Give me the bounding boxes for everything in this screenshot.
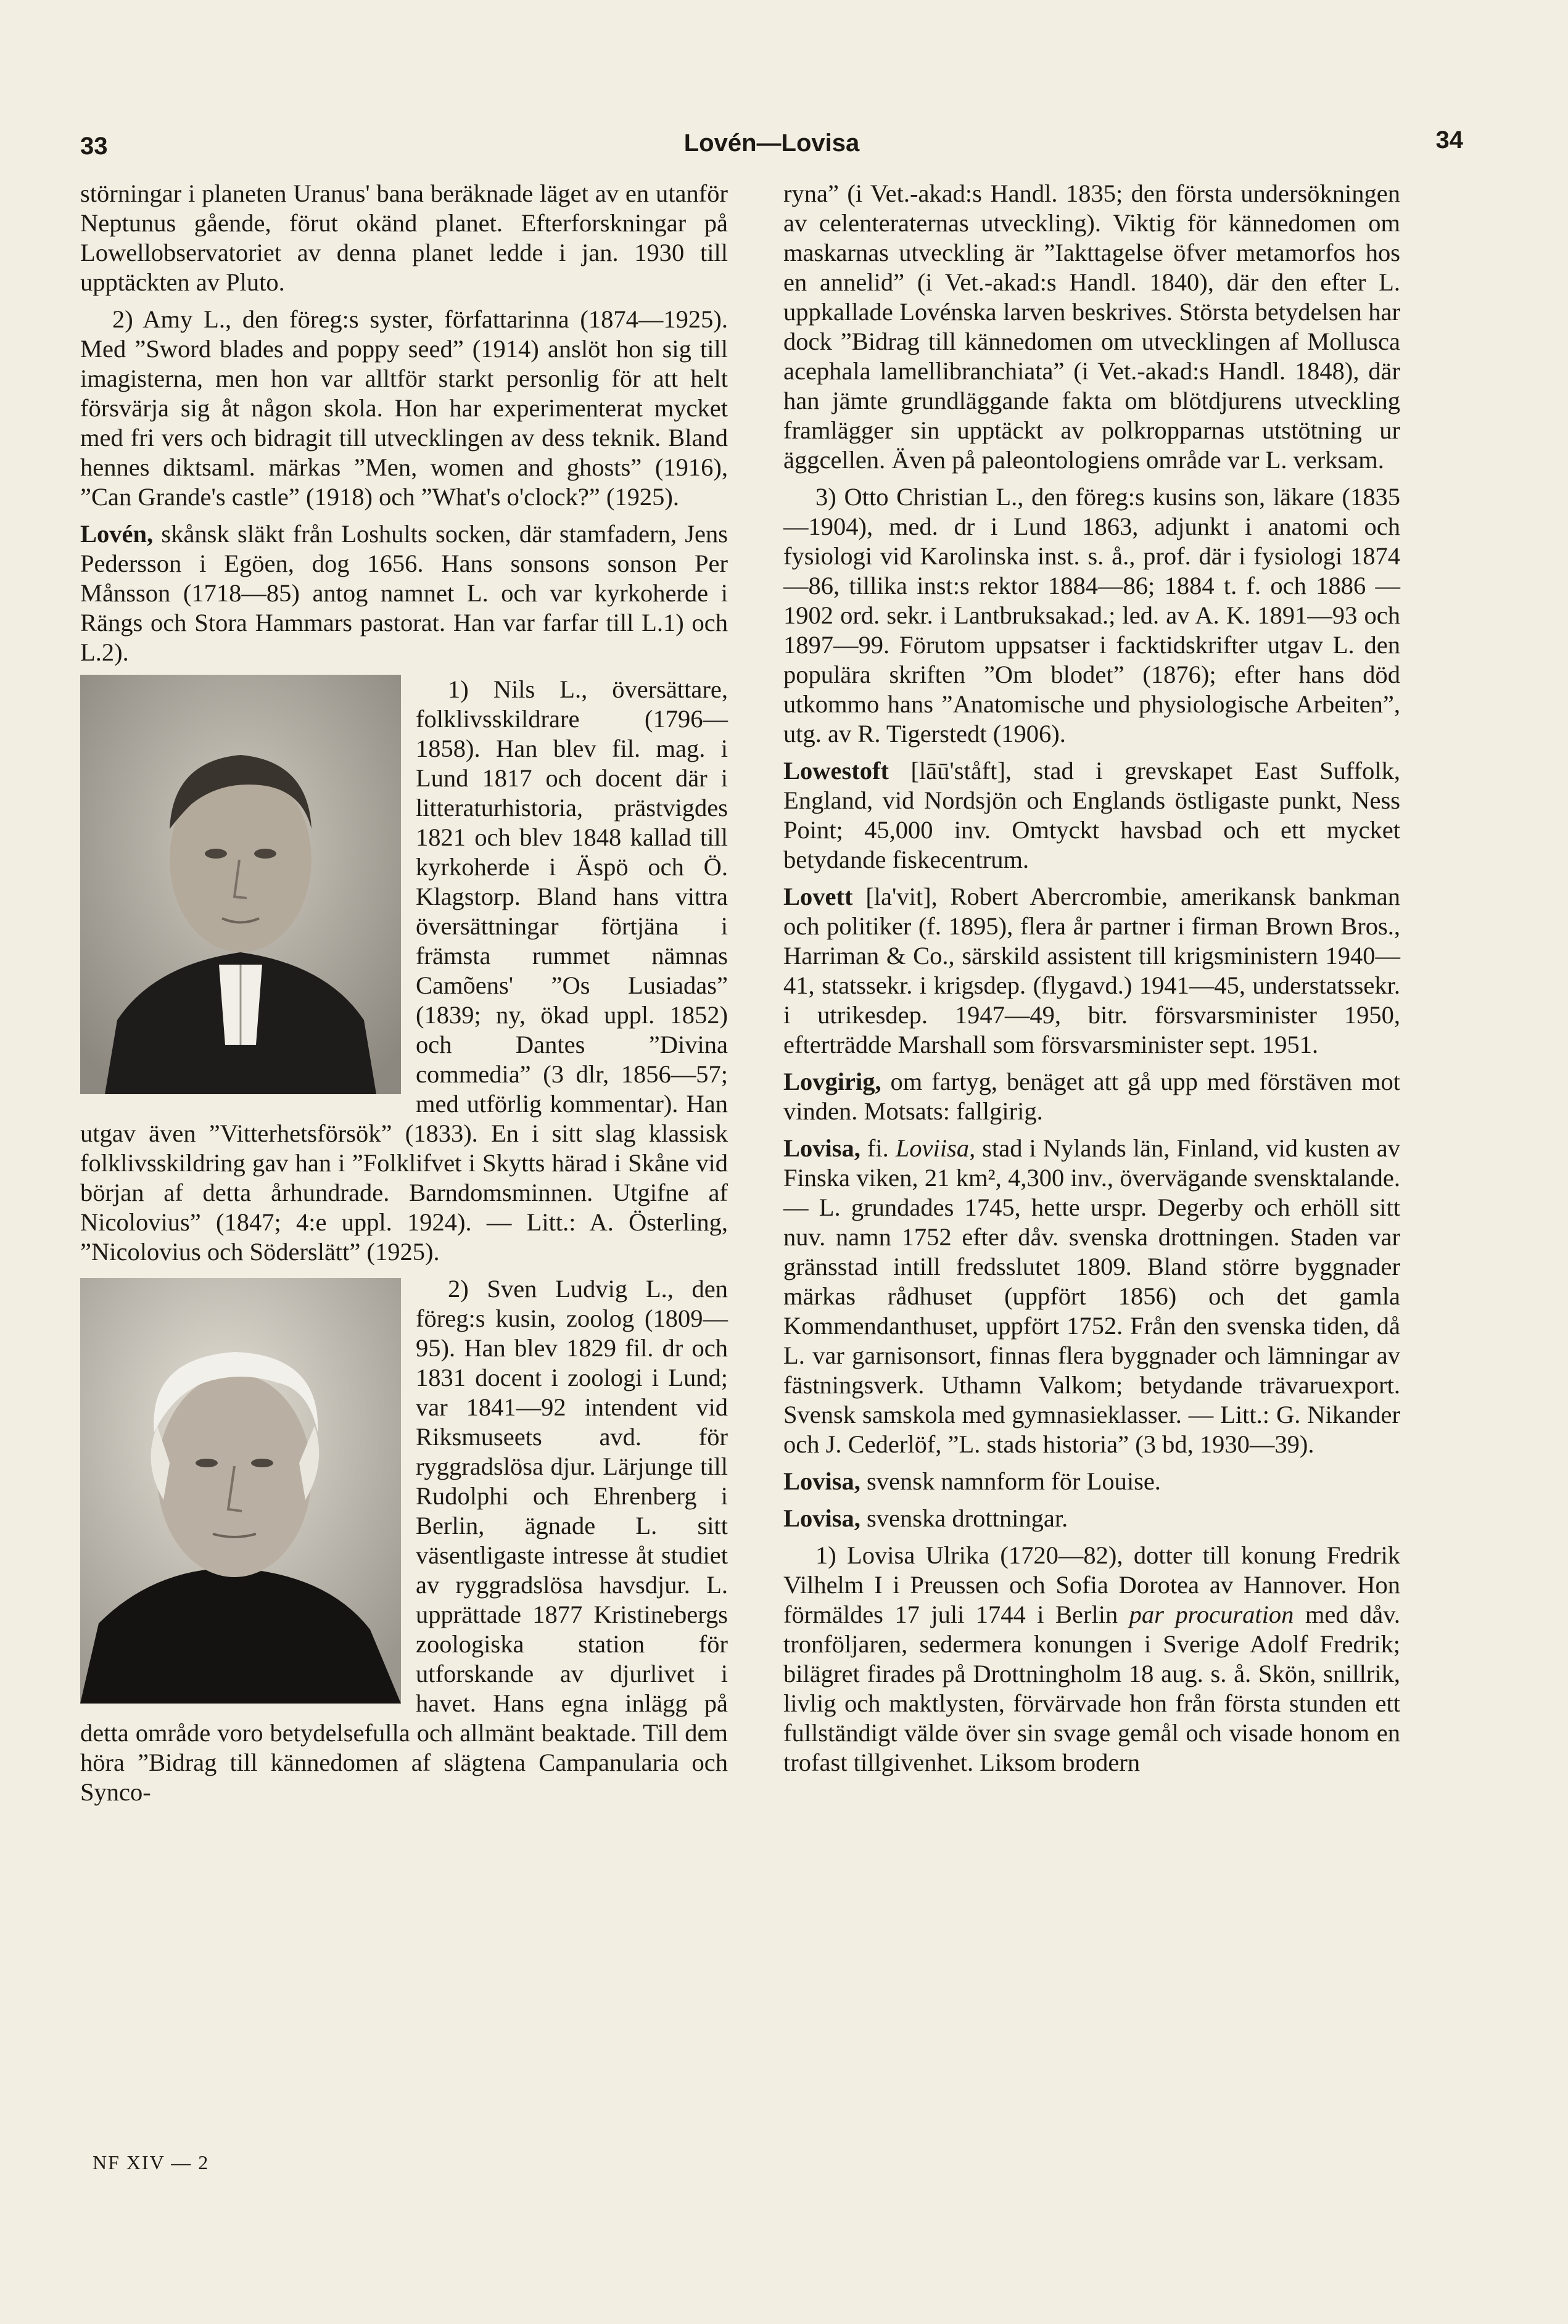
portrait-nils-loven bbox=[80, 675, 401, 1094]
page-number-right: 34 bbox=[1435, 126, 1463, 154]
headword-lovett: Lovett bbox=[783, 883, 853, 910]
entry-lovgirig: Lovgirig, om fartyg, benäget att gå upp med förstäven mot vinden. Motsats: fallgirig. bbox=[783, 1068, 1400, 1125]
headword-lovisa-queens: Lovisa, bbox=[783, 1504, 860, 1532]
entry-lovett: Lovett [la'vit], Robert Abercrombie, amerikansk bankman och politiker (f. 1895), flera år partner i firman Brown Bros., Harriman & Co., särskild assistent till krigsministern 1940—41, statssekr. i krigsdep. (flygavd.) 1941—45, understatssekr. i utrikesdep. 1947—49, bitr. försvarsminister 1950, efterträdde Marshall som försvarsminister sept. 1951. bbox=[783, 883, 1400, 1058]
headword-lowestoft: Lowestoft bbox=[783, 757, 889, 785]
portrait-sven-loven-image bbox=[80, 1278, 401, 1704]
headword-lovisa-name: Lovisa, bbox=[783, 1467, 860, 1495]
entry-lovisa-ulrika: 1) Lovisa Ulrika (1720—82), dotter till konung Fredrik Vilhelm I i Preussen och Sofia Dorotea av Hannover. Hon förmäldes 17 juli 1744 i Berlin par procuration med dåv. tronföljaren, sedermera konungen i Sverige Adolf Fredrik; bilägret firades på Drottningholm 18 aug. s. å. Skön, snillrik, livlig och maktlysten, förvärvade hon från första stunden ett fullständigt välde över sin svage gemål och visade honom en trofast tillgivenhet. Liksom brodern bbox=[783, 1541, 1400, 1776]
entry-sven-loven: 2) Sven Ludvig L., den föreg:s kusin, zoolog (1809—95). Han blev 1829 fil. dr och 1831 docent i zoologi i Lund; var 1841—92 intendent vid Riksmuseets avd. för ryggradslösa djur. Lärjunge till Rudolphi och Ehrenberg i Berlin, ägnade L. sitt väsentligaste intresse åt studiet av ryggradslösa havsdjur. L. upprättade 1877 Kristinebergs zoologiska station för utforskande av djurlivet i havet. Hans egna inlägg på detta område voro betydelsefulla och allmänt beaktade. Till dem höra ”Bidrag till kännedomen af slägtena Campanularia och Synco- bbox=[80, 1275, 728, 1806]
portrait-nils-loven-image bbox=[80, 675, 401, 1094]
entry-amy-loven: 2) Amy L., den föreg:s syster, författarinna (1874—1925). Med ”Sword blades and poppy seed” (1914) anslöt hon sig till imagisterna, men hon var alltför starkt personlig för att helt försvärja sig åt någon skola. Hon har experimenterat mycket med fri vers och bidragit till utvecklingen av dess teknik. Bland hennes diktsaml. märkas ”Men, women and ghosts” (1916), ”Can Grande's castle” (1918) och ”What's o'clock?” (1925). bbox=[80, 305, 728, 511]
entry-continuation-lowell: störningar i planeten Uranus' bana beräknade läget av en utanför Neptunus gående, förut okänd planet. Efterforskningar på Lowellobservatoriet av denna planet ledde i jan. 1930 till upptäckten av Pluto. bbox=[80, 179, 728, 296]
entry-nils-loven: 1) Nils L., översättare, folklivsskildrare (1796—1858). Han blev fil. mag. i Lund 1817 och docent där i litteraturhistoria, prästvigdes 1821 och blev 1848 kallad till kyrkoherde i Äspö och Ö. Klagstorp. Bland hans vittra översättningar förtjäna i främsta rummet nämnas Camõens' ”Os Lusiadas” (1839; ny, ökad uppl. 1852) och Dantes ”Divina commedia” (3 dlr, 1856—57; med utförlig kommentar). Han utgav även ”Vitterhetsförsök” (1833). En i sitt slag klassisk folklivsskildring gav han i ”Folklifvet i Skytts härad i Skåne vid början af detta århundrade. Barndomsminnen. Utgifne af Nicolovius” (1847; 4:e uppl. 1924). — Litt.: A. Österling, ”Nicolovius och Söderslätt” (1925). bbox=[80, 675, 728, 1266]
headword-lovisa-town: Lovisa, bbox=[783, 1134, 860, 1162]
portrait-sven-loven bbox=[80, 1278, 401, 1704]
entry-lowestoft: Lowestoft [lāū'ståft], stad i grevskapet East Suffolk, England, vid Nordsjön och Englands östligaste punkt, Ness Point; 45,000 inv. Omtyckt havsbad och ett mycket betydande fiskecentrum. bbox=[783, 757, 1400, 873]
left-column bbox=[80, 179, 728, 1815]
signature-mark: NF XIV — 2 bbox=[93, 2151, 210, 2174]
page-number-left: 33 bbox=[80, 133, 108, 160]
headword-loven: Lovén, bbox=[80, 520, 154, 548]
entry-sven-loven-continued: ryna” (i Vet.-akad:s Handl. 1835; den första undersökningen av celenteraternas utveckling). Viktig för kännedomen om maskarnas utveckling är ”Iakttagelse öfver metamorfos hos en annelid” (i Vet.-akad:s Handl. 1840), där den efter L. uppkallade Lovénska larven beskrives. Största betydelsen har dock ”Bidrag till kännedomen om utvecklingen af Mollusca acephala lamellibranchiata” (i Vet.-akad:s Handl. 1848), där han jämte grundläggande fakta om blötdjurens utveckling framlägger sin upptäckt av polkropparnas utstötning ur äggcellen. Även på paleontologiens område var L. verksam. bbox=[783, 179, 1400, 474]
entry-lovisa-queens: Lovisa, svenska drottningar. bbox=[783, 1504, 1068, 1532]
headword-lovgirig: Lovgirig, bbox=[783, 1068, 881, 1095]
entry-loven-family: Lovén, skånsk släkt från Loshults socken, där stamfadern, Jens Pedersson i Egöen, dog 1656. Hans sonsons sonson Per Månsson (1718—85) antog namnet L. och var kyrkoherde i Rängs och Stora Hammars pastorat. Han var farfar till L.1) och L.2). bbox=[80, 520, 728, 666]
entry-lovisa-town: Lovisa, fi. Loviisa, stad i Nylands län, Finland, vid kusten av Finska viken, 21 km², 4,300 inv., övervägande svensktalande. — L. grundades 1745, hette urspr. Degerby och erhöll sitt nuv. namn 1752 efter dåv. svenska drottningen. Staden var gränsstad intill fredsslutet 1809. Bland större byggnader märkas rådhuset (uppfört 1856) och det gamla Kommendanthuset, uppfört 1752. Från den svenska tiden, då L. var garnisonsort, finnas flera byggnader och lämningar av fästningsverk. Uthamn Valkom; betydande trävaruexport. Svensk samskola med gymnasieklasser. — Litt.: G. Nikander och J. Cederlöf, ”L. stads historia” (3 bd, 1930—39). bbox=[783, 1134, 1400, 1458]
running-title: Lovén—Lovisa bbox=[683, 130, 860, 157]
entry-otto-loven: 3) Otto Christian L., den föreg:s kusins son, läkare (1835—1904), med. dr i Lund 1863, adjunkt i anatomi och fysiologi vid Karolinska inst. s. å., prof. där i fysiologi 1874—86, tillika inst:s rektor 1884—86; 1884 t. f. och 1886 —1902 ord. sekr. i Lantbruksakad.; led. av A. K. 1891—93 och 1897—99. Förutom uppsatser i facktidskrifter utgav L. den populära skriften ”Om blodet” (1876); efter hans död utkommo hans ”Anatomische und physiologische Arbeiten”, utg. av R. Tigerstedt (1906). bbox=[783, 483, 1400, 748]
right-column bbox=[783, 179, 1400, 1785]
entry-lovisa-name: Lovisa, svensk namnform för Louise. bbox=[783, 1467, 1161, 1495]
page-header bbox=[80, 126, 1463, 170]
